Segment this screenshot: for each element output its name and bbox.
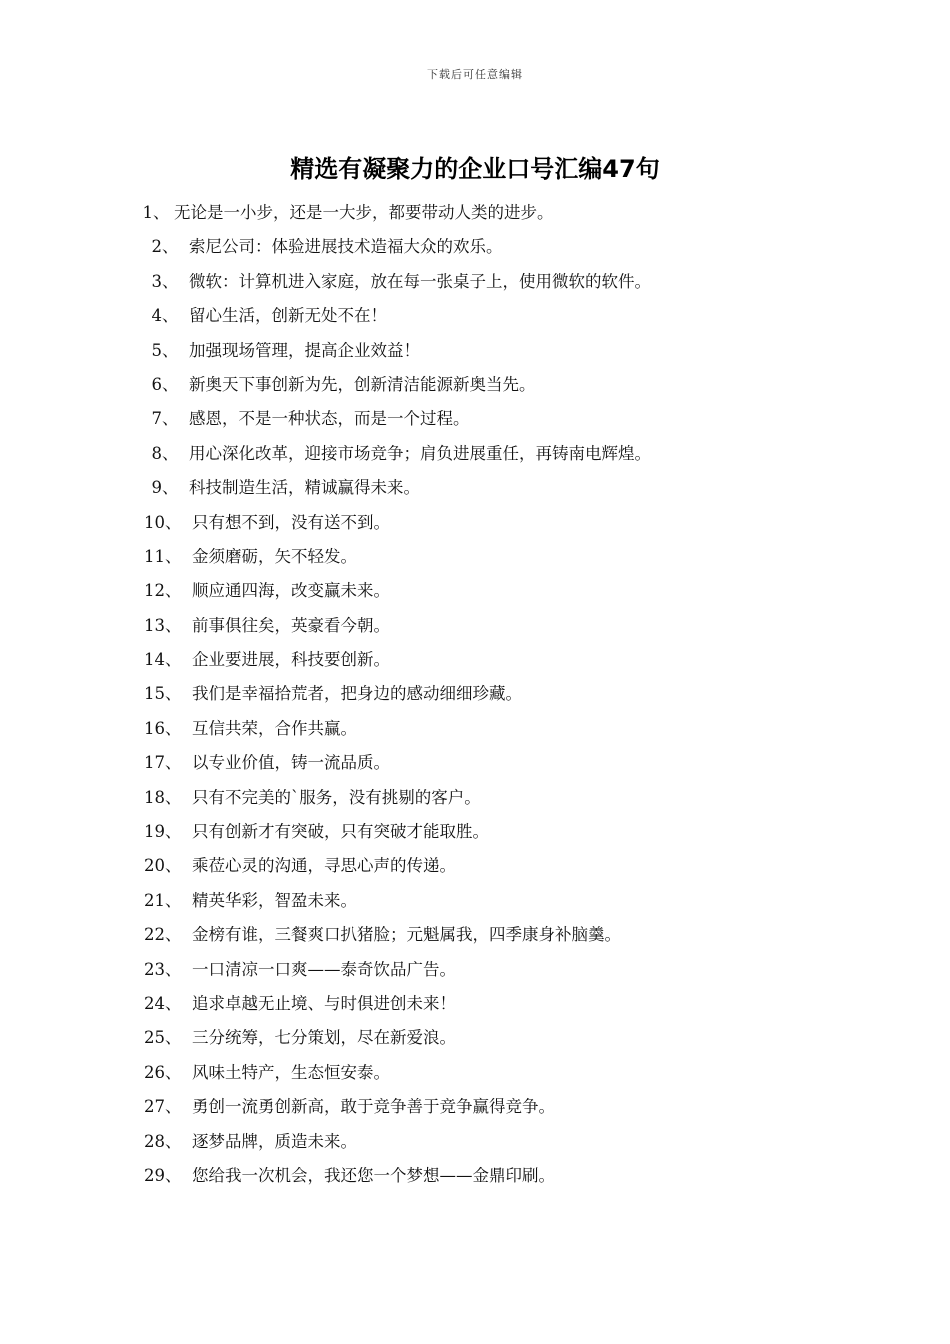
item-separator: 、	[165, 822, 182, 842]
item-number: 10	[144, 512, 165, 532]
item-separator: 、	[162, 340, 179, 360]
slogan-text: 只有创新才有突破，只有突破才能取胜。	[192, 822, 489, 842]
item-number: 18	[144, 787, 165, 807]
slogan-text: 新奥天下事创新为先，创新清洁能源新奥当先。	[189, 374, 536, 394]
list-item	[0, 953, 950, 987]
slogan-text: 您给我一次机会，我还您一个梦想——金鼎印刷。	[192, 1165, 555, 1185]
item-separator: 、	[162, 478, 179, 498]
item-separator: 、	[165, 753, 182, 773]
item-number: 11	[144, 546, 165, 566]
item-number: 19	[144, 822, 165, 842]
item-number: 7	[151, 409, 162, 429]
item-number: 3	[151, 271, 162, 291]
item-separator: 、	[162, 271, 179, 291]
slogan-text: 感恩，不是一种状态，而是一个过程。	[189, 409, 470, 429]
list-item	[0, 574, 950, 608]
slogan-text: 乘莅心灵的沟通，寻思心声的传递。	[192, 856, 456, 876]
header-note: 下载后可任意编辑	[427, 68, 523, 81]
list-item	[0, 849, 950, 883]
item-separator: 、	[162, 374, 179, 394]
list-item	[0, 1056, 950, 1090]
item-number: 12	[144, 581, 165, 601]
item-separator: 、	[165, 890, 182, 910]
item-separator: 、	[162, 306, 179, 326]
item-number: 9	[151, 478, 162, 498]
item-separator: 、	[165, 650, 182, 670]
list-item	[0, 265, 950, 299]
slogan-text: 用心深化改革，迎接市场竞争；肩负进展重任，再铸南电辉煌。	[189, 443, 651, 463]
slogan-text: 互信共荣，合作共赢。	[192, 718, 357, 738]
slogan-text: 只有不完美的`服务，没有挑剔的客户。	[192, 787, 481, 807]
item-separator: 、	[165, 1165, 182, 1185]
slogan-text: 加强现场管理，提高企业效益！	[189, 340, 420, 360]
list-item	[0, 506, 950, 540]
item-separator: 、	[165, 787, 182, 807]
list-item	[0, 1159, 950, 1193]
item-separator: 、	[165, 1131, 182, 1151]
item-separator: 、	[165, 684, 182, 704]
slogan-text: 精英华彩，智盈未来。	[192, 890, 357, 910]
list-item	[0, 746, 950, 780]
item-separator: 、	[162, 443, 179, 463]
item-separator: 、	[165, 1097, 182, 1117]
list-item	[0, 815, 950, 849]
item-separator: 、	[162, 237, 179, 257]
slogan-text: 金须磨砺，矢不轻发。	[192, 546, 357, 566]
item-number: 5	[151, 340, 162, 360]
item-separator: 、	[165, 581, 182, 601]
item-number: 16	[144, 718, 165, 738]
item-separator: 、	[165, 1062, 182, 1082]
slogan-text: 以专业价值，铸一流品质。	[192, 753, 390, 773]
slogan-text: 企业要进展，科技要创新。	[192, 650, 390, 670]
list-item	[0, 471, 950, 505]
list-item	[0, 677, 950, 711]
slogan-text: 一口清凉一口爽——泰奇饮品广告。	[192, 959, 456, 979]
item-number: 15	[144, 684, 165, 704]
item-separator: 、	[165, 925, 182, 945]
item-number: 28	[144, 1131, 165, 1151]
list-item	[0, 987, 950, 1021]
list-item	[0, 437, 950, 471]
item-number: 29	[144, 1165, 165, 1185]
list-item	[0, 781, 950, 815]
list-item	[0, 540, 950, 574]
list-item	[0, 918, 950, 952]
list-item	[0, 1090, 950, 1124]
list-item	[0, 712, 950, 746]
item-number: 25	[144, 1028, 165, 1048]
slogan-text: 追求卓越无止境、与时俱进创未来！	[192, 993, 456, 1013]
list-item	[0, 884, 950, 918]
item-number: 2	[151, 237, 162, 257]
list-item	[0, 334, 950, 368]
document-title: 精选有凝聚力的企业口号汇编47句	[290, 155, 660, 183]
slogan-text: 前事俱往矣，英豪看今朝。	[192, 615, 390, 635]
slogan-text: 勇创一流勇创新高，敢于竞争善于竞争赢得竞争。	[192, 1097, 555, 1117]
list-item	[0, 299, 950, 333]
item-number: 22	[144, 925, 165, 945]
list-item	[0, 643, 950, 677]
list-item	[0, 230, 950, 264]
slogan-text: 风味土特产，生态恒安泰。	[192, 1062, 390, 1082]
slogan-text: 顺应通四海，改变赢未来。	[192, 581, 390, 601]
slogan-text: 留心生活，创新无处不在！	[189, 306, 387, 326]
item-number: 20	[144, 856, 165, 876]
item-number: 21	[144, 890, 165, 910]
item-separator: 、	[165, 959, 182, 979]
slogan-text: 我们是幸福拾荒者，把身边的感动细细珍藏。	[192, 684, 522, 704]
list-item	[0, 1021, 950, 1055]
list-item	[0, 368, 950, 402]
slogan-text: 索尼公司：体验进展技术造福大众的欢乐。	[189, 237, 503, 257]
list-item	[0, 402, 950, 436]
slogan-list	[0, 196, 950, 1193]
item-number: 17	[144, 753, 165, 773]
item-separator: 、	[165, 615, 182, 635]
item-separator: 、	[165, 512, 182, 532]
item-number: 26	[144, 1062, 165, 1082]
list-item	[0, 196, 950, 230]
item-separator: 、	[162, 409, 179, 429]
item-number: 4	[151, 306, 162, 326]
item-number: 24	[144, 993, 165, 1013]
item-separator: 、	[153, 203, 170, 222]
item-separator: 、	[165, 718, 182, 738]
slogan-text: 科技制造生活，精诚赢得未来。	[189, 478, 420, 498]
slogan-text: 微软：计算机进入家庭，放在每一张桌子上，使用微软的软件。	[189, 271, 651, 291]
item-separator: 、	[165, 546, 182, 566]
slogan-text: 只有想不到，没有送不到。	[192, 512, 390, 532]
item-number: 6	[151, 374, 162, 394]
slogan-text: 无论是一小步，还是一大步，都要带动人类的进步。	[174, 203, 554, 222]
list-item	[0, 1125, 950, 1159]
list-item	[0, 609, 950, 643]
item-number: 1	[142, 203, 153, 222]
slogan-text: 金榜有谁，三餐爽口扒猪脸；元魁属我，四季康身补脑羹。	[192, 925, 621, 945]
item-number: 13	[144, 615, 165, 635]
item-number: 23	[144, 959, 165, 979]
item-separator: 、	[165, 856, 182, 876]
slogan-text: 三分统筹，七分策划，尽在新爱浪。	[192, 1028, 456, 1048]
item-number: 8	[151, 443, 162, 463]
item-number: 14	[144, 650, 165, 670]
item-number: 27	[144, 1097, 165, 1117]
item-separator: 、	[165, 993, 182, 1013]
item-separator: 、	[165, 1028, 182, 1048]
slogan-text: 逐梦品牌，质造未来。	[192, 1131, 357, 1151]
